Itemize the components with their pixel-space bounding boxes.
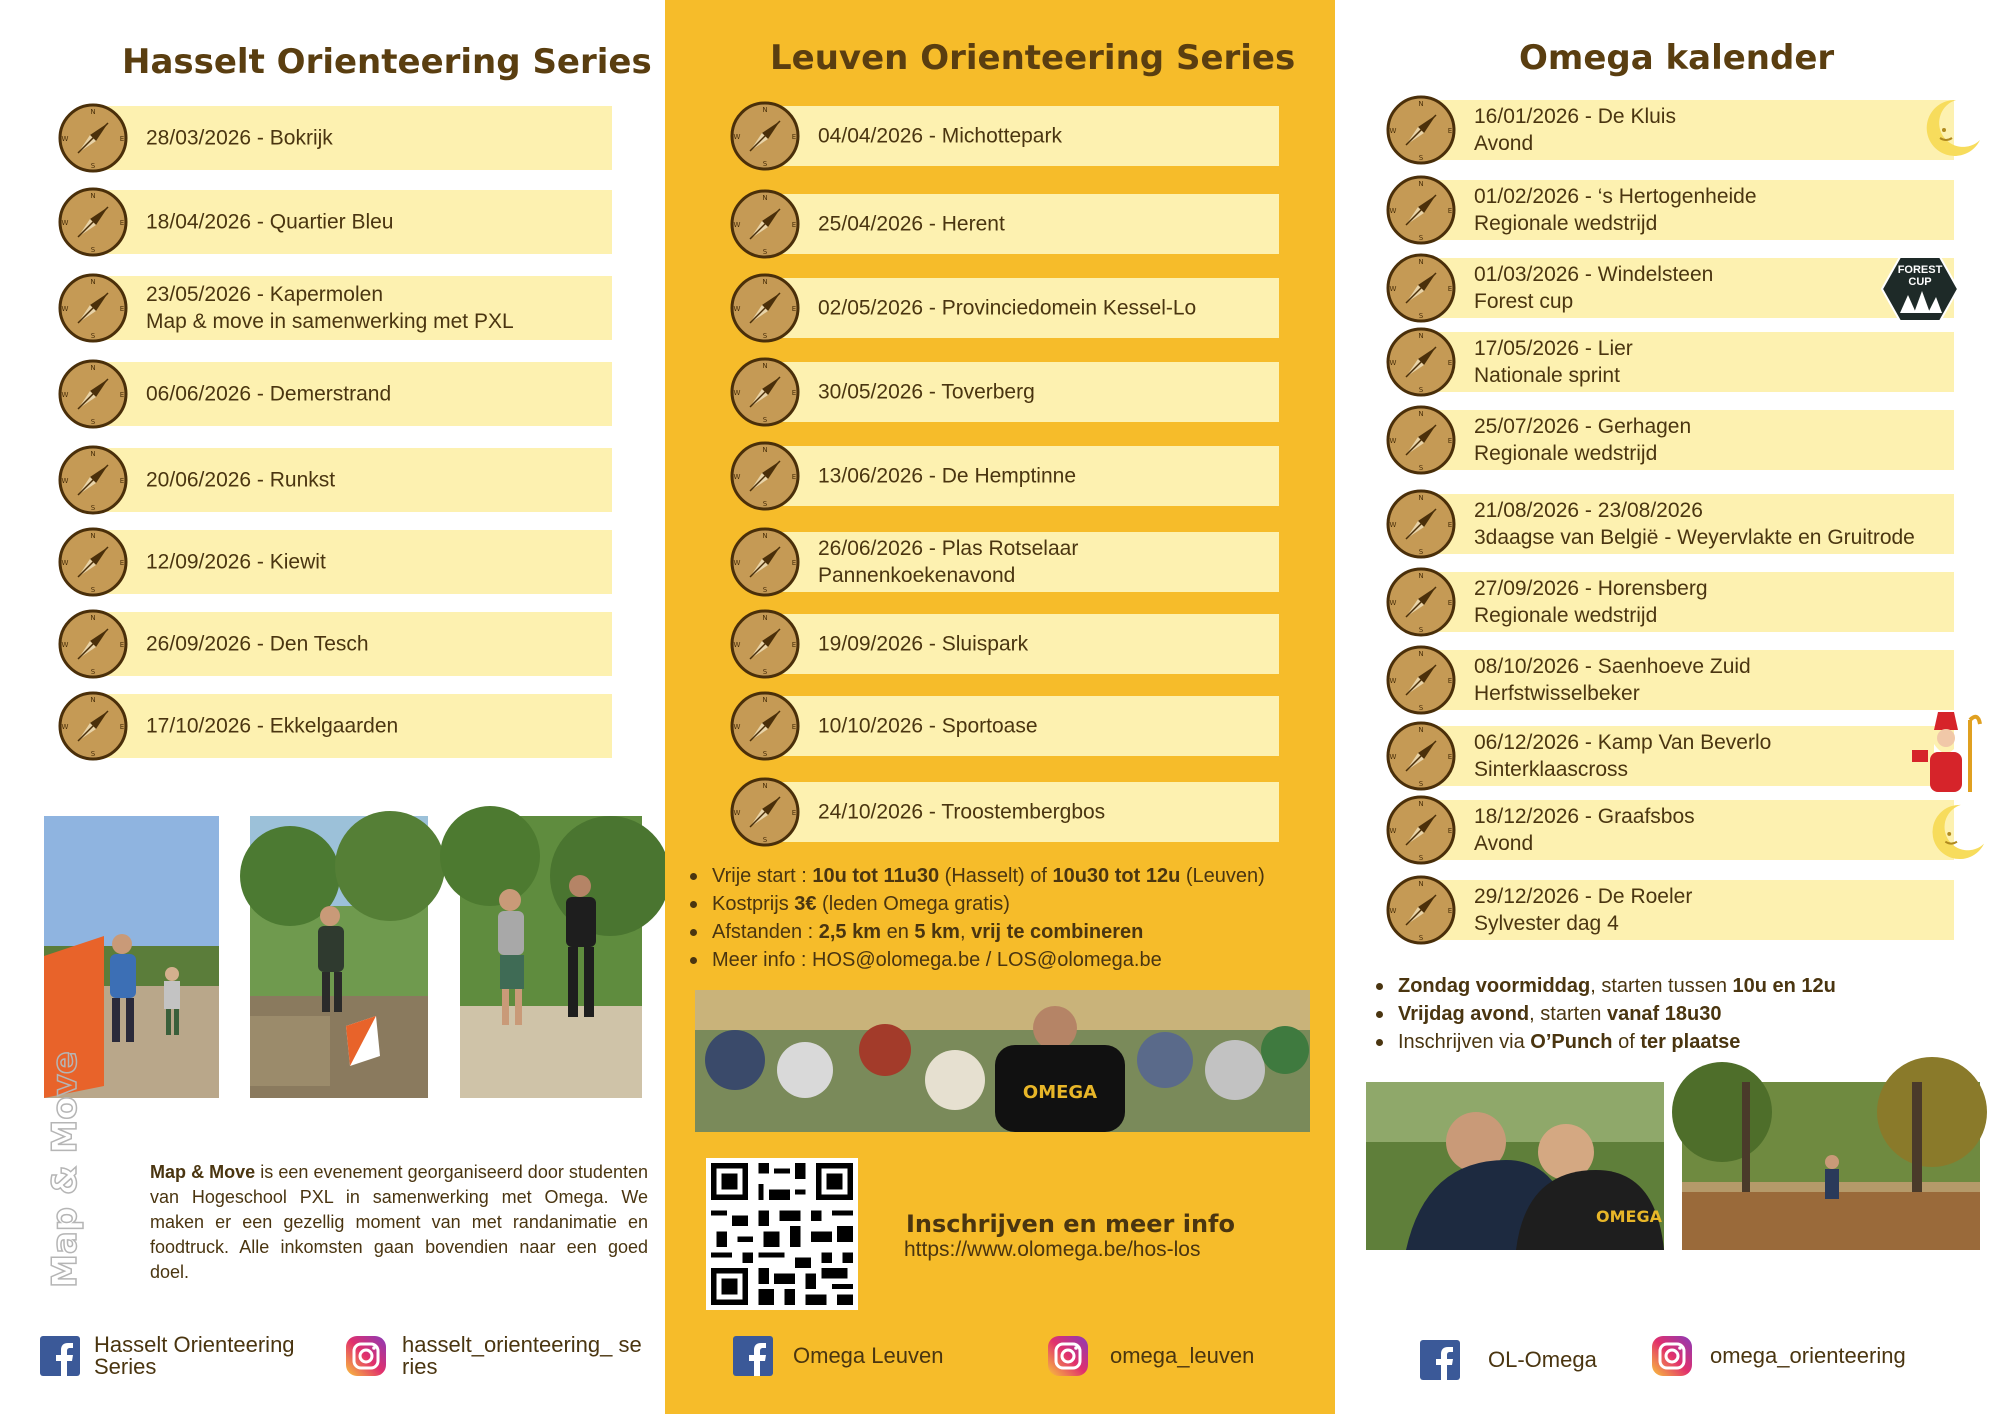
event-subtitle: Avond [1474, 832, 1534, 855]
event-text [818, 379, 1035, 406]
compass-icon [730, 691, 800, 761]
svg-text:W: W [61, 391, 69, 399]
event-text [1474, 183, 1757, 237]
event-text [1474, 883, 1692, 937]
instagram-icon [1046, 1334, 1090, 1378]
event-text [818, 295, 1196, 322]
compass-icon [1386, 253, 1456, 323]
compass-icon [1386, 567, 1456, 637]
svg-text:E: E [1447, 907, 1453, 915]
compass-icon [1386, 875, 1456, 945]
event-date-location: 20/06/2026 - Runkst [146, 468, 336, 492]
event-subtitle: Regionale wedstrijd [1474, 604, 1658, 627]
facebook-icon [733, 1336, 773, 1376]
svg-text:N: N [1418, 650, 1424, 658]
svg-text:N: N [762, 696, 768, 704]
info-distance: Afstanden : 2,5 km en 5 km, vrij te combineren [686, 918, 1265, 946]
svg-text:S: S [762, 586, 768, 594]
svg-text:W: W [1389, 207, 1397, 215]
svg-text:S: S [762, 668, 768, 676]
event-date-location: 24/10/2026 - Troostembergbos [818, 800, 1106, 824]
photo-two-runners [460, 816, 642, 1098]
hasselt-event-3 [58, 276, 612, 340]
svg-text:E: E [1447, 207, 1453, 215]
event-text [146, 381, 391, 408]
svg-text:S: S [1418, 386, 1424, 394]
svg-text:W: W [1389, 285, 1397, 293]
svg-text:N: N [90, 696, 96, 704]
svg-text:N: N [1418, 258, 1424, 266]
svg-text:N: N [762, 194, 768, 202]
svg-text:N: N [1418, 332, 1424, 340]
event-date-location: 17/10/2026 - Ekkelgaarden [146, 714, 399, 738]
svg-text:E: E [1447, 521, 1453, 529]
svg-text:W: W [1389, 437, 1397, 445]
omega-event-7 [1386, 572, 1954, 632]
compass-icon [1386, 721, 1456, 791]
jacket-text: OMEGA [1022, 1082, 1098, 1103]
hasselt-event-1 [58, 106, 612, 170]
svg-text:N: N [762, 278, 768, 286]
omega-event-4 [1386, 332, 1954, 392]
compass-icon [58, 527, 128, 597]
leuven-info-list [686, 862, 1265, 974]
svg-text:N: N [90, 450, 96, 458]
svg-text:E: E [1447, 285, 1453, 293]
event-date-location: 06/06/2026 - Demerstrand [146, 382, 392, 406]
svg-text:S: S [1418, 626, 1424, 634]
svg-text:N: N [90, 614, 96, 622]
leuven-event-3 [730, 278, 1279, 338]
omega-facebook[interactable] [1420, 1340, 1597, 1380]
svg-text:E: E [1447, 677, 1453, 685]
map-move-logo [45, 1051, 132, 1288]
svg-text:S: S [762, 750, 768, 758]
svg-text:W: W [733, 473, 741, 481]
compass-icon [730, 357, 800, 427]
svg-text:N: N [762, 106, 768, 114]
event-subtitle: Regionale wedstrijd [1474, 212, 1658, 235]
svg-text:E: E [791, 809, 797, 817]
svg-text:W: W [1389, 753, 1397, 761]
svg-text:E: E [791, 133, 797, 141]
event-text [1474, 103, 1676, 157]
event-date-location: 21/08/2026 - 23/08/2026 [1474, 499, 1703, 522]
svg-text:E: E [791, 473, 797, 481]
svg-text:S: S [1418, 464, 1424, 472]
svg-text:E: E [119, 477, 125, 485]
event-subtitle: Regionale wedstrijd [1474, 442, 1658, 465]
omega-event-3 [1386, 258, 1954, 318]
event-date-location: 28/03/2026 - Bokrijk [146, 126, 333, 150]
svg-text:W: W [61, 135, 69, 143]
leuven-event-7 [730, 614, 1279, 674]
svg-text:E: E [791, 641, 797, 649]
omega-event-11 [1386, 880, 1954, 940]
svg-text:N: N [1418, 800, 1424, 808]
event-date-location: 01/02/2026 - ‘s Hertogenheide [1474, 185, 1757, 208]
event-subtitle: Forest cup [1474, 290, 1574, 313]
compass-icon [1386, 175, 1456, 245]
leuven-instagram[interactable] [1046, 1334, 1254, 1378]
photo-omega-crowd [695, 990, 1310, 1132]
instagram-icon [1650, 1334, 1694, 1378]
hasselt-instagram-label: hasselt_orienteering_ series [402, 1332, 642, 1379]
svg-text:W: W [733, 641, 741, 649]
svg-text:N: N [90, 532, 96, 540]
event-text [146, 281, 514, 335]
leuven-event-1 [730, 106, 1279, 166]
info-friday: Vrijdag avond, starten vanaf 18u30 [1372, 1000, 1836, 1028]
svg-text:S: S [762, 500, 768, 508]
svg-text:S: S [1418, 154, 1424, 162]
compass-icon [1386, 95, 1456, 165]
hasselt-event-6 [58, 530, 612, 594]
event-text [146, 713, 398, 740]
omega-event-2 [1386, 180, 1954, 240]
event-date-location: 18/04/2026 - Quartier Bleu [146, 210, 394, 234]
omega-event-5 [1386, 410, 1954, 470]
leuven-event-6 [730, 532, 1279, 592]
event-text [146, 467, 335, 494]
compass-icon [1386, 327, 1456, 397]
compass-icon [58, 359, 128, 429]
svg-text:E: E [791, 559, 797, 567]
svg-text:S: S [1418, 934, 1424, 942]
leuven-event-5 [730, 446, 1279, 506]
map-move-description [150, 1160, 648, 1285]
event-subtitle: Avond [1474, 132, 1534, 155]
event-date-location: 06/12/2026 - Kamp Van Beverlo [1474, 731, 1772, 754]
svg-text:S: S [1418, 548, 1424, 556]
svg-text:W: W [1389, 599, 1397, 607]
omega-facebook-label: OL-Omega [1488, 1347, 1597, 1372]
omega-instagram-label: omega_orienteering [1710, 1343, 1906, 1368]
event-text [818, 211, 1005, 238]
event-text [1474, 497, 1915, 551]
svg-text:E: E [1447, 827, 1453, 835]
omega-event-8 [1386, 650, 1954, 710]
signup-title: Inschrijven en meer info [906, 1210, 1235, 1238]
event-date-location: 16/01/2026 - De Kluis [1474, 105, 1676, 128]
compass-icon [730, 527, 800, 597]
svg-text:N: N [90, 364, 96, 372]
moon-icon-2 [1926, 800, 1986, 862]
event-date-location: 18/12/2026 - Graafsbos [1474, 805, 1695, 828]
info-register: Inschrijven via O’Punch of ter plaatse [1372, 1028, 1836, 1056]
svg-text:S: S [762, 332, 768, 340]
event-text [1474, 261, 1713, 315]
svg-text:W: W [61, 477, 69, 485]
svg-text:W: W [1389, 521, 1397, 529]
svg-text:N: N [90, 108, 96, 116]
event-text [818, 799, 1105, 826]
compass-icon [730, 777, 800, 847]
svg-text:W: W [733, 809, 741, 817]
svg-text:S: S [1418, 234, 1424, 242]
svg-text:E: E [1447, 437, 1453, 445]
omega-event-6 [1386, 494, 1954, 554]
svg-text:N: N [762, 446, 768, 454]
svg-text:W: W [733, 389, 741, 397]
event-text [1474, 335, 1633, 389]
svg-text:E: E [1447, 753, 1453, 761]
svg-text:N: N [762, 362, 768, 370]
svg-text:W: W [61, 723, 69, 731]
hasselt-event-8 [58, 694, 612, 758]
svg-text:S: S [90, 668, 96, 676]
event-text [1474, 803, 1695, 857]
svg-text:S: S [1418, 854, 1424, 862]
photo-map-move-bench [250, 816, 428, 1098]
svg-text:W: W [1389, 359, 1397, 367]
omega-info-list [1372, 972, 1836, 1056]
event-date-location: 23/05/2026 - Kapermolen [146, 283, 383, 306]
svg-text:E: E [119, 559, 125, 567]
hasselt-instagram[interactable] [344, 1334, 642, 1378]
map-move-logo-text: Map & Move [45, 1051, 85, 1288]
event-subtitle: Sinterklaascross [1474, 758, 1629, 781]
svg-text:W: W [1389, 827, 1397, 835]
forest-cup-text: FOREST CUP [1897, 264, 1943, 288]
jacket-text-2: OMEGA [1596, 1207, 1662, 1226]
svg-text:E: E [1447, 599, 1453, 607]
compass-icon [1386, 405, 1456, 475]
compass-icon [1386, 489, 1456, 559]
svg-text:S: S [90, 504, 96, 512]
svg-text:S: S [762, 248, 768, 256]
compass-icon [58, 445, 128, 515]
hasselt-event-4 [58, 362, 612, 426]
leuven-instagram-label: omega_leuven [1110, 1343, 1255, 1368]
compass-icon [730, 441, 800, 511]
facebook-icon [40, 1336, 80, 1376]
svg-text:W: W [733, 559, 741, 567]
svg-text:N: N [90, 278, 96, 286]
svg-text:E: E [119, 723, 125, 731]
event-subtitle: Herfstwisselbeker [1474, 682, 1640, 705]
svg-text:N: N [762, 782, 768, 790]
svg-text:S: S [90, 162, 96, 170]
svg-text:S: S [90, 418, 96, 426]
svg-text:W: W [1389, 907, 1397, 915]
event-date-location: 27/09/2026 - Horensberg [1474, 577, 1708, 600]
facebook-icon [1420, 1340, 1460, 1380]
sinterklaas-icon [1908, 710, 1980, 794]
event-date-location: 26/06/2026 - Plas Rotselaar [818, 537, 1079, 560]
event-text [818, 631, 1028, 658]
event-text [146, 209, 394, 236]
svg-text:E: E [119, 391, 125, 399]
map-move-bold: Map & Move [150, 1162, 256, 1182]
svg-text:W: W [61, 305, 69, 313]
compass-icon [58, 273, 128, 343]
map-move-text: is een evenement georganiseerd door studenten van Hogeschool PXL in samenwerking met Omega. We maken er een gezellig moment van met randanimatie en foodtruck. Alle inkomsten gaan bovendien naar een goed doel. [150, 1162, 648, 1282]
svg-text:N: N [1418, 100, 1424, 108]
svg-text:E: E [791, 723, 797, 731]
info-sunday: Zondag voormiddag, starten tussen 10u en 12u [1372, 972, 1836, 1000]
svg-text:S: S [90, 332, 96, 340]
svg-text:E: E [119, 305, 125, 313]
svg-text:S: S [1418, 312, 1424, 320]
event-date-location: 25/04/2026 - Herent [818, 212, 1005, 236]
event-text [818, 713, 1038, 740]
compass-icon [1386, 645, 1456, 715]
event-date-location: 30/05/2026 - Toverberg [818, 380, 1035, 404]
svg-text:W: W [1389, 677, 1397, 685]
omega-event-1 [1386, 100, 1954, 160]
svg-text:E: E [1447, 127, 1453, 135]
event-text [1474, 413, 1691, 467]
svg-text:S: S [90, 750, 96, 758]
svg-text:W: W [1389, 127, 1397, 135]
omega-event-10 [1386, 800, 1954, 860]
svg-text:S: S [90, 586, 96, 594]
compass-icon [58, 103, 128, 173]
event-date-location: 26/09/2026 - Den Tesch [146, 632, 369, 656]
hasselt-event-7 [58, 612, 612, 676]
leuven-event-4 [730, 362, 1279, 422]
compass-icon [730, 189, 800, 259]
event-subtitle: Sylvester dag 4 [1474, 912, 1619, 935]
compass-icon [58, 691, 128, 761]
svg-text:S: S [762, 416, 768, 424]
svg-text:N: N [762, 532, 768, 540]
hasselt-facebook[interactable] [40, 1334, 324, 1378]
svg-text:E: E [791, 389, 797, 397]
event-date-location: 17/05/2026 - Lier [1474, 337, 1633, 360]
omega-title: Omega kalender [1519, 38, 1835, 78]
compass-icon [58, 609, 128, 679]
event-date-location: 12/09/2026 - Kiewit [146, 550, 326, 574]
svg-text:N: N [1418, 880, 1424, 888]
event-date-location: 19/09/2026 - Sluispark [818, 632, 1029, 656]
leuven-event-2 [730, 194, 1279, 254]
event-text [146, 125, 333, 152]
instagram-icon [344, 1334, 388, 1378]
svg-text:W: W [733, 221, 741, 229]
svg-text:N: N [1418, 572, 1424, 580]
info-price: Kostprijs 3€ (leden Omega gratis) [686, 890, 1265, 918]
svg-text:E: E [119, 135, 125, 143]
signup-url[interactable]: https://www.olomega.be/hos-los [904, 1238, 1201, 1261]
hasselt-title: Hasselt Orienteering Series [122, 42, 652, 82]
svg-text:W: W [733, 723, 741, 731]
moon-icon [1920, 96, 1982, 158]
event-text [818, 123, 1062, 150]
leuven-title: Leuven Orienteering Series [770, 38, 1296, 78]
event-date-location: 10/10/2026 - Sportoase [818, 714, 1038, 738]
svg-text:S: S [90, 246, 96, 254]
leuven-event-8 [730, 696, 1279, 756]
hasselt-facebook-label: Hasselt Orienteering Series [94, 1332, 295, 1379]
event-text [1474, 575, 1708, 629]
compass-icon [730, 101, 800, 171]
event-date-location: 02/05/2026 - Provinciedomein Kessel-Lo [818, 296, 1197, 320]
event-text [818, 535, 1078, 589]
event-date-location: 25/07/2026 - Gerhagen [1474, 415, 1692, 438]
svg-text:W: W [733, 305, 741, 313]
event-subtitle: 3daagse van België - Weyervlakte en Gruitrode [1474, 526, 1915, 549]
svg-text:N: N [762, 614, 768, 622]
svg-text:S: S [1418, 780, 1424, 788]
photo-autumn-forest [1682, 1082, 1980, 1250]
leuven-facebook[interactable] [733, 1336, 943, 1376]
svg-text:S: S [1418, 704, 1424, 712]
svg-text:W: W [733, 133, 741, 141]
svg-text:E: E [791, 305, 797, 313]
forest-cup-logo [1880, 255, 1960, 323]
event-subtitle: Map & move in samenwerking met PXL [146, 310, 514, 333]
omega-event-9 [1386, 726, 1954, 786]
event-subtitle: Nationale sprint [1474, 364, 1620, 387]
svg-text:W: W [61, 559, 69, 567]
leuven-event-9 [730, 782, 1279, 842]
info-start: Vrije start : 10u tot 11u30 (Hasselt) of 10u30 tot 12u (Leuven) [686, 862, 1265, 890]
svg-text:E: E [119, 641, 125, 649]
hasselt-event-2 [58, 190, 612, 254]
svg-text:N: N [1418, 726, 1424, 734]
svg-text:S: S [762, 160, 768, 168]
event-date-location: 01/03/2026 - Windelsteen [1474, 263, 1714, 286]
svg-text:E: E [791, 221, 797, 229]
leuven-facebook-label: Omega Leuven [793, 1343, 944, 1368]
compass-icon [730, 273, 800, 343]
svg-text:N: N [1418, 180, 1424, 188]
event-date-location: 13/06/2026 - De Hemptinne [818, 464, 1076, 488]
info-more: Meer info : HOS@olomega.be / LOS@olomega.be [686, 946, 1265, 974]
event-subtitle: Pannenkoekenavond [818, 564, 1016, 587]
hasselt-event-5 [58, 448, 612, 512]
event-date-location: 29/12/2026 - De Roeler [1474, 885, 1693, 908]
svg-text:N: N [90, 192, 96, 200]
event-date-location: 08/10/2026 - Saenhoeve Zuid [1474, 655, 1751, 678]
event-date-location: 04/04/2026 - Michottepark [818, 124, 1062, 148]
svg-text:E: E [119, 219, 125, 227]
compass-icon [1386, 795, 1456, 865]
omega-instagram[interactable] [1650, 1334, 1906, 1378]
event-text [1474, 653, 1751, 707]
compass-icon [730, 609, 800, 679]
event-text [146, 631, 369, 658]
event-text [146, 549, 326, 576]
svg-text:N: N [1418, 410, 1424, 418]
event-text [818, 463, 1076, 490]
svg-text:W: W [61, 641, 69, 649]
compass-icon [58, 187, 128, 257]
svg-text:E: E [1447, 359, 1453, 367]
svg-text:N: N [1418, 494, 1424, 502]
qr-code[interactable] [706, 1158, 858, 1310]
photo-omega-runners [1366, 1082, 1664, 1250]
svg-text:W: W [61, 219, 69, 227]
svg-text:S: S [762, 836, 768, 844]
event-text [1474, 729, 1771, 783]
